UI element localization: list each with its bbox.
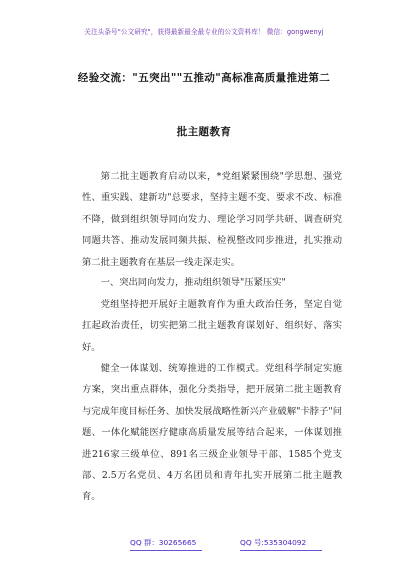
footer-qq-number: QQ 号:535304092 [240, 538, 307, 547]
header-promo-note: 关注头条号"公文研究"，获得最新最全最专业的公文资料库！ 微信：gongwenyj [84, 28, 324, 36]
footer-contact [0, 537, 408, 551]
document-title-line-1: 经验交流："五突出""五推动"高标准高质量推进第二 [77, 72, 331, 84]
section-heading-1: 一、突出同向发力，推动组织领导"压紧压实" [100, 277, 286, 288]
body-paragraph-intro: 第二批主题教育启动以来，*党组紧紧围绕"学思想、强党性、重实践、建新功"总要求，坚持主题不变、要求不改、标准不降，做到组织领导同向发力、理论学习同学共研、调查研究同题共答、推动发展同频共振、检视整改同步推进，扎实推动第二批主题教育在基层一线走深走实。 [82, 171, 342, 268]
body-paragraph-2: 党组坚持把开展好主题教育作为重大政治任务，坚定自觉扛起政治责任，切实把第二批主题教育谋划好、组织好、落实好。 [82, 299, 342, 353]
footer-underline-left [130, 550, 202, 551]
footer-underline-right [240, 550, 322, 551]
document-title-line-2: 批主题教育 [176, 126, 232, 138]
footer-qq-group: QQ 群：30265665 [130, 538, 197, 547]
body-paragraph-3: 健全一体谋划、统筹推进的工作模式。党组科学制定实施方案，突出重点群体，强化分类指导，把开展第二批主题教育与完成年度目标任务、加快发展战略性新兴产业破解"卡脖子"问题、一体化赋能医疗健康高质量发展等结合起来，一体谋划推进216家三级单位、891名三级企业领导干部、1585个党支部、2.5万名党员、4万名团员和青年扎实开展第二批主题教育。 [82, 363, 342, 503]
